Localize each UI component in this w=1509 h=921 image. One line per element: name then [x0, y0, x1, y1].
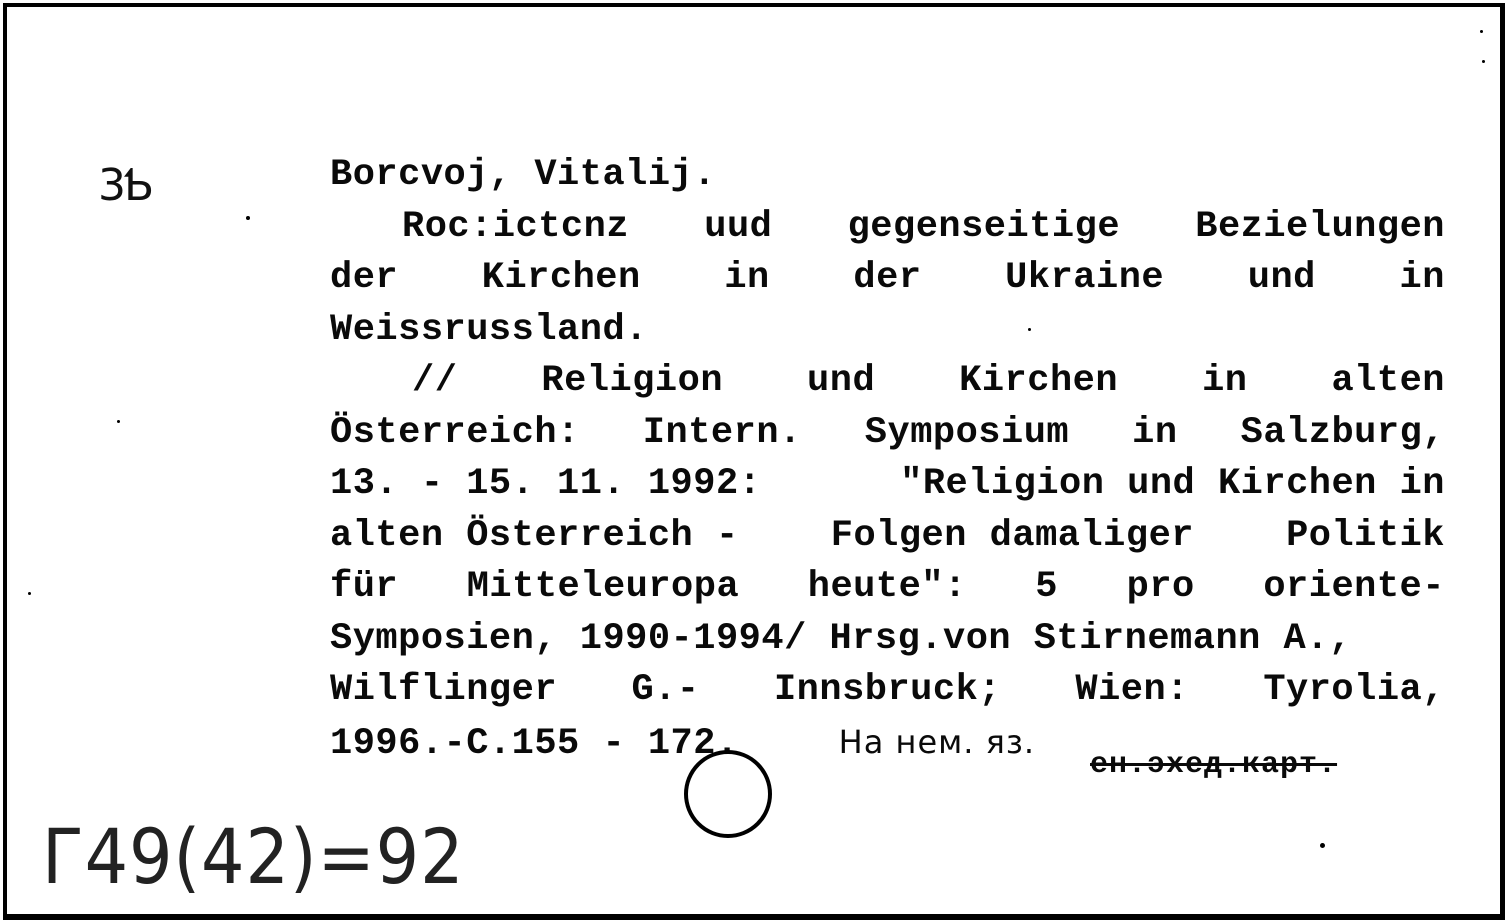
source-line-4: alten Österreich - Folgen damaliger Politik: [330, 514, 1445, 557]
punch-hole: [684, 750, 772, 838]
handwritten-note: На нем. яз.: [838, 722, 1036, 761]
scan-speck: [246, 216, 250, 220]
scan-speck: [117, 420, 120, 423]
title-line-1: Roc:ictcnz uud gegenseitige Bezielungen: [402, 205, 1445, 248]
source-line-2: Österreich: Intern. Symposium in Salzburg,: [330, 411, 1445, 454]
source-line-3: 13. - 15. 11. 1992: "Religion und Kirchen in: [330, 463, 1445, 505]
classification-code: Г49(42)=92: [42, 812, 465, 901]
scan-speck: [1320, 843, 1325, 848]
source-line-1: // Religion und Kirchen in alten: [412, 360, 1445, 402]
source-line-5: für Mitteleuropa heute": 5 pro oriente-: [330, 566, 1445, 608]
shelf-mark: 3Ƅ: [98, 160, 153, 211]
struck-out-text: ен.эхед.карт.: [1090, 748, 1338, 782]
source-line-6: Symposien, 1990-1994/ Hrsg.von Stirnemann A.,: [330, 617, 1352, 660]
source-line-8: 1996.-C.155 - 172. На нем. яз.: [330, 722, 1036, 765]
scan-speck: [1028, 328, 1031, 331]
scan-speck: [28, 592, 31, 595]
author-line: Borcvoj, Vitalij.: [330, 154, 716, 196]
bibliographic-entry: [330, 150, 1445, 768]
source-line-7: Wilflinger G.- Innsbruck; Wien: Tyrolia,: [330, 669, 1445, 711]
scan-speck: [1480, 30, 1483, 33]
title-line-3: Weissrussland.: [330, 308, 648, 351]
scan-speck: [1482, 60, 1485, 63]
title-line-2: der Kirchen in der Ukraine und in: [330, 257, 1445, 299]
